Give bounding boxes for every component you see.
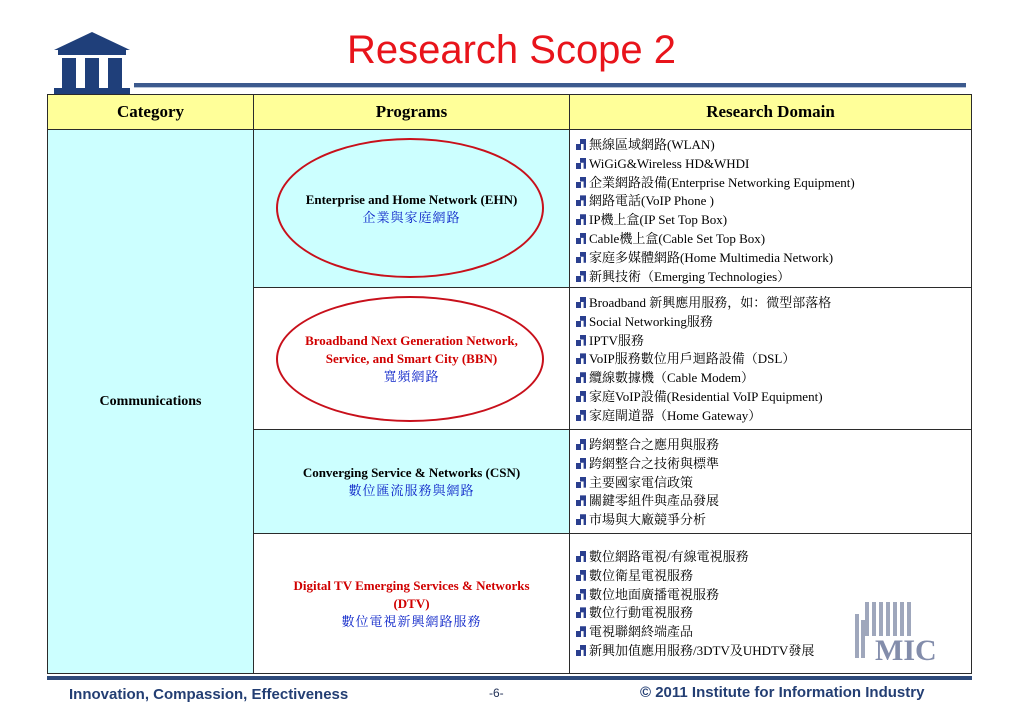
page-title: Research Scope 2 xyxy=(346,28,677,72)
bullet-icon xyxy=(576,177,587,188)
header-research-domain: Research Domain xyxy=(570,95,972,130)
bullet-icon xyxy=(576,158,587,169)
list-item: 家庭多媒體網路(Home Multimedia Network) xyxy=(576,249,971,268)
program-name-line2: Service, and Smart City (BBN) xyxy=(325,350,498,366)
list-item: 數位行動電視服務 xyxy=(576,604,971,623)
list-item: 家庭閘道器（Home Gateway） xyxy=(576,407,971,426)
bullet-icon xyxy=(576,335,587,346)
bullet-icon xyxy=(576,233,587,244)
watermark-text: MIC xyxy=(875,634,937,662)
list-item: 新興加值應用服務/3DTV及UHDTV發展 xyxy=(576,642,971,661)
bullet-icon xyxy=(576,626,587,637)
bullet-icon xyxy=(576,458,587,469)
bullet-icon xyxy=(576,551,587,562)
bullet-icon xyxy=(576,645,587,656)
bullet-icon xyxy=(576,410,587,421)
bullet-icon xyxy=(576,271,587,282)
list-item: IPTV服務 xyxy=(576,332,971,351)
bullet-icon xyxy=(576,297,587,308)
program-name: Digital TV Emerging Services & Networks xyxy=(293,577,530,593)
list-item: 數位地面廣播電視服務 xyxy=(576,586,971,605)
list-item: 新興技術（Emerging Technologies） xyxy=(576,268,971,287)
bullet-icon xyxy=(576,214,587,225)
table-header-row xyxy=(48,95,972,130)
bullet-icon xyxy=(576,372,587,383)
domain-cell xyxy=(570,430,972,534)
bullet-icon xyxy=(576,139,587,150)
program-name: Broadband Next Generation Network, xyxy=(305,332,518,348)
list-item: WiGiG&Wireless HD&WHDI xyxy=(576,155,971,174)
domain-cell xyxy=(570,288,972,430)
bullet-icon xyxy=(576,514,587,525)
list-item: 跨網整合之應用與服務 xyxy=(576,436,971,455)
list-item: 網路電話(VoIP Phone ) xyxy=(576,192,971,211)
list-item: 電視聯網終端產品 xyxy=(576,623,971,642)
title-divider xyxy=(134,83,966,88)
program-name: Converging Service & Networks (CSN) xyxy=(302,464,521,480)
bullet-icon xyxy=(576,316,587,327)
list-item: 數位網路電視/有線電視服務 xyxy=(576,548,971,567)
bullet-icon xyxy=(576,607,587,618)
bullet-icon xyxy=(576,495,587,506)
list-item: 主要國家電信政策 xyxy=(576,474,971,493)
list-item: 無線區域網路(WLAN) xyxy=(576,136,971,155)
list-item: Broadband 新興應用服務，如：微型部落格 xyxy=(576,294,971,313)
bullet-icon xyxy=(576,439,587,450)
header-category: Category xyxy=(48,95,254,130)
header-programs: Programs xyxy=(254,95,570,130)
page-number: -6- xyxy=(489,686,504,700)
program-name-line2: (DTV) xyxy=(393,595,430,611)
bullet-icon xyxy=(576,477,587,488)
footer-slogan: Innovation, Compassion, Effectiveness xyxy=(69,686,349,703)
bullet-icon xyxy=(576,391,587,402)
list-item: 家庭VoIP設備(Residential VoIP Equipment) xyxy=(576,388,971,407)
program-name-zh: 企業與家庭網路 xyxy=(362,209,461,225)
bullet-icon xyxy=(576,353,587,364)
list-item: 跨網整合之技術與標準 xyxy=(576,455,971,474)
program-name-zh: 數位電視新興網路服務 xyxy=(341,613,482,629)
program-cell-ehn xyxy=(254,130,570,288)
program-name-zh: 寬頻網路 xyxy=(383,368,440,384)
research-scope-table xyxy=(47,94,972,674)
mic-logo-watermark xyxy=(855,600,957,662)
list-item: 企業網路設備(Enterprise Networking Equipment) xyxy=(576,174,971,193)
domain-cell xyxy=(570,130,972,288)
list-item: IP機上盒(IP Set Top Box) xyxy=(576,211,971,230)
list-item: Social Networking服務 xyxy=(576,313,971,332)
bullet-icon xyxy=(576,570,587,581)
program-cell-bbn xyxy=(254,288,570,430)
table-row xyxy=(48,130,972,288)
bullet-icon xyxy=(576,252,587,263)
list-item: 數位衛星電視服務 xyxy=(576,567,971,586)
bullet-icon xyxy=(576,195,587,206)
list-item: Cable機上盒(Cable Set Top Box) xyxy=(576,230,971,249)
program-name-zh: 數位匯流服務與網路 xyxy=(348,482,475,498)
list-item: 纜線數據機（Cable Modem） xyxy=(576,369,971,388)
program-name: Enterprise and Home Network (EHN) xyxy=(305,191,518,207)
list-item: 關鍵零組件與產品發展 xyxy=(576,492,971,511)
footer-copyright: © 2011 Institute for Information Industry xyxy=(640,684,925,701)
program-cell-dtv xyxy=(254,534,570,674)
bullet-icon xyxy=(576,589,587,600)
program-cell-csn xyxy=(254,430,570,534)
list-item: VoIP服務數位用戶迴路設備（DSL） xyxy=(576,350,971,369)
list-item: 市場與大廠競爭分析 xyxy=(576,511,971,530)
footer-divider xyxy=(47,676,972,680)
category-cell: Communications xyxy=(48,130,254,674)
